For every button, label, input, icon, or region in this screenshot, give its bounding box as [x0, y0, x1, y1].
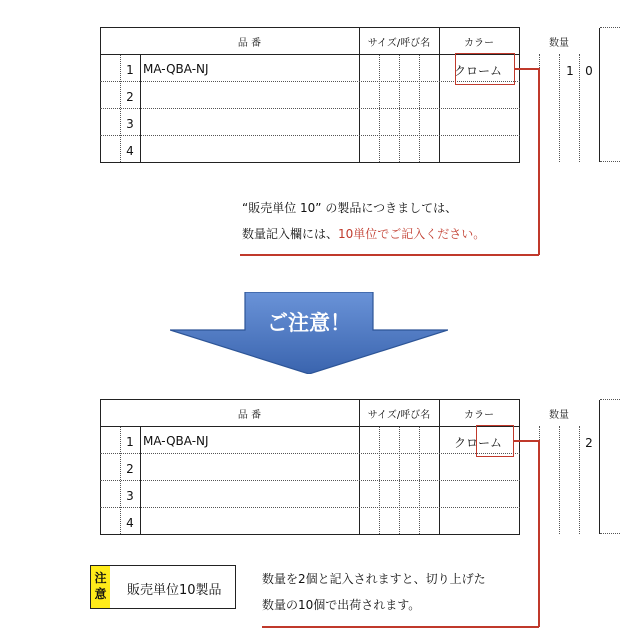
row-number: 3 [126, 117, 134, 131]
header-size: サイズ/呼び名 [367, 38, 431, 49]
qty-digit: 1 [566, 64, 574, 78]
header-hinban: 品 番 [237, 38, 262, 49]
row-number: 1 [126, 435, 134, 449]
qty-digit: 2 [585, 436, 593, 450]
header-qty: 数量 [549, 38, 569, 49]
arrow-label: ご注意！ [267, 311, 351, 335]
row-number: 4 [126, 516, 134, 530]
row-number: 1 [126, 63, 134, 77]
order-form-top [100, 27, 593, 163]
qty-highlight-box [455, 53, 515, 85]
notice-badge [90, 565, 236, 609]
row-number: 2 [126, 90, 134, 104]
header-qty: 数量 [549, 410, 569, 421]
notice-badge-text: 販売単位10製品 [127, 583, 222, 598]
header-color: カラー [464, 38, 494, 49]
color-value: クローム [454, 64, 503, 78]
top-note-line1: “販売単位 10” の製品につきましては、 [242, 201, 458, 215]
product-code: MA-QBA-NJ [143, 62, 209, 76]
row-number: 3 [126, 489, 134, 503]
product-code: MA-QBA-NJ [143, 434, 209, 448]
top-note [242, 195, 485, 247]
color-value: クローム [454, 436, 503, 450]
row-number: 2 [126, 462, 134, 476]
bottom-note [262, 566, 486, 618]
header-size: サイズ/呼び名 [367, 410, 431, 421]
row-number: 4 [126, 144, 134, 158]
header-hinban: 品 番 [237, 410, 262, 421]
bottom-note-line2: 数量の10個で出荷されます。 [262, 598, 421, 612]
qty-digit: 0 [585, 64, 593, 78]
order-form-bottom [100, 399, 593, 535]
top-note-line2: 数量記入欄には、10単位でご記入ください。 [242, 227, 486, 241]
notice-badge-key: 注意 [91, 566, 110, 608]
qty-highlight-box [476, 425, 514, 457]
bottom-note-line1: 数量を2個と記入されますと、切り上げた [262, 572, 486, 586]
header-color: カラー [464, 410, 494, 421]
